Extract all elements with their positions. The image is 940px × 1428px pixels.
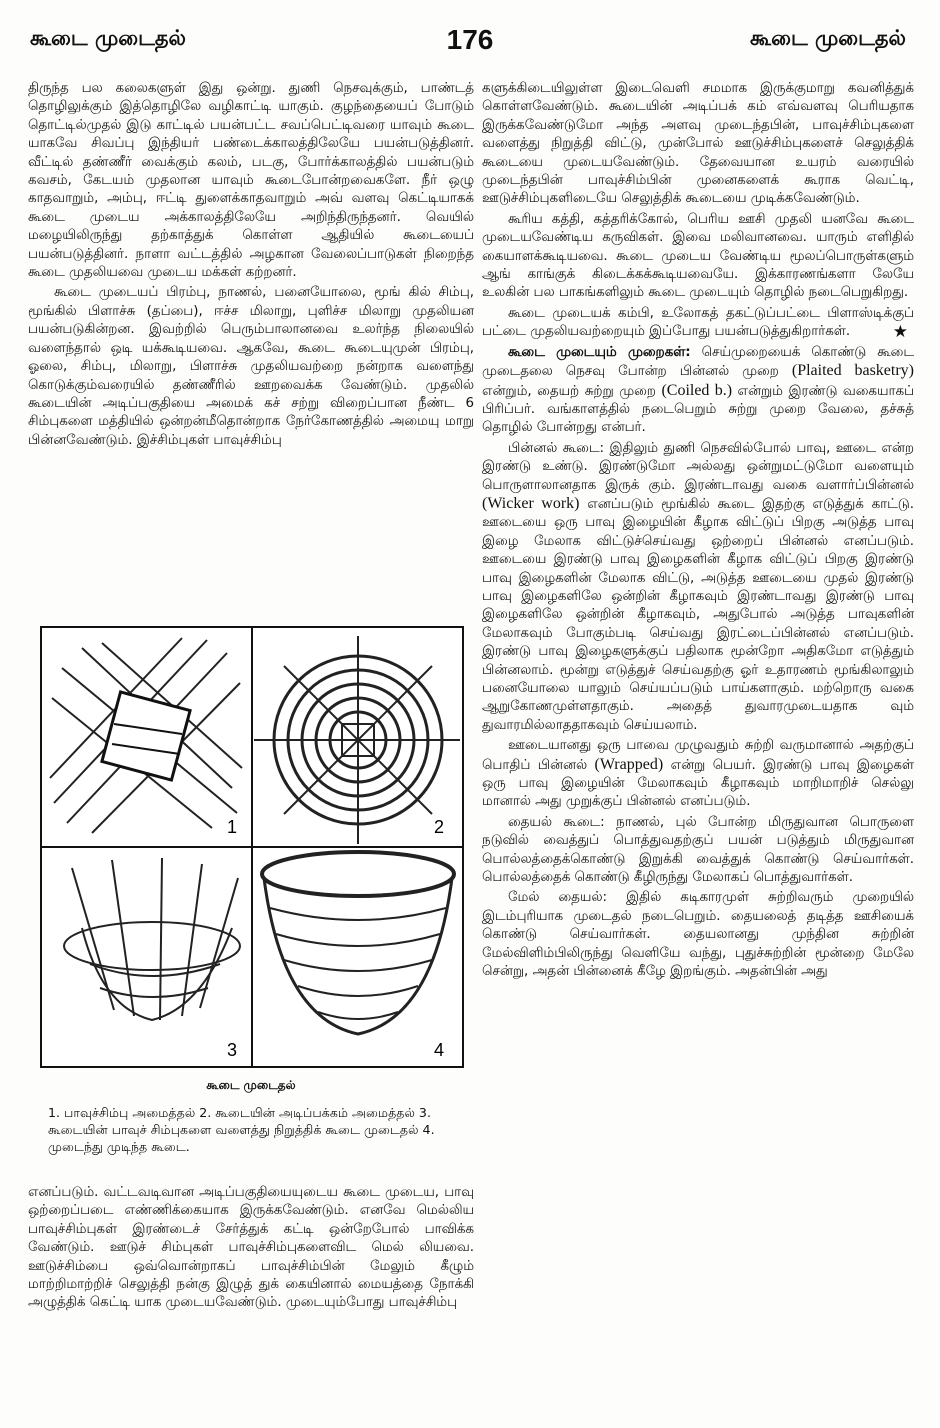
paragraph: [482, 305, 914, 342]
paragraph: [482, 344, 914, 438]
panel-label-4: 4: [434, 1040, 445, 1060]
left-column-bottom: [28, 1184, 474, 1315]
figure-illustration: [42, 628, 462, 1066]
latin-term: (Wicker work): [482, 494, 580, 512]
paragraph-text: பின்னல் கூடை: இதிலும் துணி நெசவில்போல் பாவு, ஊடை என்ற இரண்டு உண்டு. இரண்டுமோ அல்லது ஒன்றுமட்டுமோ வளையும் பொருளாலானதாக இருக் கும். இரண்டாவது வகை வளார்ப்பின்னல்: [482, 440, 914, 493]
section-heading: கூடை முடையும் முறைகள்:: [508, 344, 691, 360]
panel-2-base-illustration: [254, 636, 460, 844]
paragraph-text: என்றும், தையற் சுற்று முறை: [482, 383, 662, 399]
running-header-right: கூடை முடைதல்: [750, 26, 906, 50]
paragraph: தையல் கூடை: நாணல், புல் போன்ற மிருதுவான பொருளை நடுவில் வைத்துப் பொத்துவதற்குப் பயன் படுத்தும் மிருதுவான பொல்லத்தைக்கொண்டு இறுக்கி வைத்துக் கொண்டு செய்வார்கள். பொல்லத்தைக் கொண்டு கீழிருந்து மேலாகப் பொத்துவார்கள்.: [482, 814, 914, 886]
panel-label-2: 2: [434, 817, 445, 837]
left-column-top: [28, 80, 474, 452]
paragraph-text: என்றும் இரண்டு வகையாகப் பிரிப்பர். வங்காளத்தில் நடைபெறும் சுற்று முறை வேலை, தச்சுத் தொழில் போன்றது என்பர்.: [482, 383, 914, 436]
paragraph: திருந்த பல கலைகளுள் இது ஒன்று. துணி நெசவுக்கும், பாண்டத் தொழிலுக்கும் இத்தொழிலே வழிகாட்டி யாகும். குழந்தையைப் போடும் தொட்டில்முதல் இடு காட்டில் பயன்பட்ட சவப்பெட்டிவரை யாவும் கூடை யாகவே சிவப்பு இந்தியர் பண்டைக்காலத்திலேயே பயன்படுத்தினர். வீட்டில் தண்ணீர் வைக்கும் கலம், படகு, போர்க்காலத்தில் பயன்படும் கவசம், கேடயம் முதலான யாவும் கூடைபோன்றவைகளே. நீர் ஒழு காதவாறும், அம்பு, ஈட்டி துளைக்காதவாறும் அவ் வளவு கெட்டியாகக் கூடை முடைய அக்காலத்திலேயே அறிந்திருந்தனர். வெயில் மழையிலிருந்து தற்காத்துக் கொள்ள ஆதியில் கூடையைப் பயன்படுத்தினர். நாளா வட்டத்தில் அழகான வேலைப்பாடுகள் நிறைந்த கூடை முதலியவை முடைய மக்கள் கற்றனர்.: [28, 81, 474, 281]
panel-label-1: 1: [227, 817, 238, 837]
panel-label-3: 3: [227, 1040, 238, 1060]
paragraph: கூரிய கத்தி, கத்தரிக்கோல், பெரிய ஊசி முதலி யனவே கூடை முடையவேண்டிய கருவிகள். இவை மலிவானவை. யாரும் எளிதில் கையாளக்கூடியவை. கூடை முடைய வேண்டிய மூலப்பொருள்களும் ஆங் காங்குக் கிடைக்கக்கூடியவையே. இக்காரணங்களா லேயே உலகின் பல பாகங்களிலும் கூடை முடையும் தொழில் நடைபெறுகிறது.: [482, 211, 914, 301]
paragraph-text: கூடை முடையக் கம்பி, உலோகத் தகட்டுப்பட்டை பிளாஸ்டிக்குப் பட்டை முதலியவற்றையும் இப்போது பயன்படுத்துகிறார்கள்.: [482, 305, 914, 340]
panel-1-spokes-illustration: [50, 638, 242, 833]
paragraph: களுக்கிடையிலுள்ள இடைவெளி சமமாக இருக்குமாறு கவனித்துக் கொள்ளவேண்டும். கூடையின் அடிப்பக் கம் எவ்வளவு பெரியதாக இருக்கவேண்டுமோ அந்த அளவு முடைந்தபின், பாவுச்சிம்புகளை வளைத்து நிறுத்தி விட்டு, முன்போல் ஊடுச்சிம்புகளைச் செலுத்திக் கூடையை முடையவேண்டும். தேவையான உயரம் வரையில் முடைந்தபின் பாவுச்சிம்பின் முனைகளைக் கூராக வெட்டி, ஊடுச்சிம்புகளிடையே செலுத்திக் கூடையை முடிக்கவேண்டும்.: [482, 81, 914, 207]
section-end-star-icon: ★: [892, 322, 908, 343]
right-column: [482, 80, 914, 984]
latin-term: (Wrapped): [594, 755, 664, 773]
paragraph-text: எனப்படும் மூங்கில் கூடை இதற்கு எடுத்துக் காட்டு. ஊடையை ஒரு பாவு இழையின் கீழாக விட்டுப் பிறகு அடுத்த பாவு இழை மேலாக விட்டுச்செய்வது ஒற்றைப் பின்னல் எனப்படும். ஊடையை இரண்டு பாவு இழைகளின் கீழாக விட்டுப் பிறகு இரண்டு பாவு இழைகளின் மேலாக விட்டு, அடுத்த ஊடையை முதல் இரண்டு பாவு இழைகளிலே ஒன்றின் கீழாகவும் இரண்டாவது இரண்டு பாவு இழைகளிலே ஒன்றின் கீழாகவும், அதுபோல் அடுத்த பாவுகளின் மேலாகவும் போகும்படி செய்வது இரட்டைப்பின்னல் எனப்படும். இரண்டு பாவு இழைகளுக்குப் பதிலாக மூன்றோ அதிகமோ எடுத்தும் பின்னலாம். மூன்று எடுத்துச் செய்வதற்கு ஓர் உதாரணம் மூங்கிலாலும் பனையோலை யாலும் செய்யப்படும் பாய்களாகும். மற்றொரு வகை ஆறுகோணமுள்ளதாகும். அதைத் துவாரமுடையதாக வும் துவாரமில்லாததாகவும் செய்யலாம்.: [482, 496, 914, 733]
panel-3-upright-spokes-illustration: [64, 858, 240, 1020]
latin-term: (Plaited basketry): [791, 362, 914, 380]
panel-4-finished-basket-illustration: [262, 852, 454, 1034]
paragraph-text: ஊடையானது ஒரு பாவை முழுவதும் சுற்றி வருமானால் அதற்குப் பொதிப் பின்னல்: [482, 738, 914, 773]
figure-caption: 1. பாவுச்சிம்பு அமைத்தல் 2. கூடையின் அடிப்பக்கம் அமைத்தல் 3. கூடையின் பாவுச் சிம்புகளை வளைத்து நிறுத்திக் கூடை முடைதல் 4. முடைந்து முடிந்த கூடை.: [48, 1105, 435, 1154]
latin-term: (Coiled b.): [661, 381, 733, 399]
basket-weaving-figure: [40, 626, 464, 1068]
paragraph: [482, 737, 914, 812]
running-header-left: கூடை முடைதல்: [30, 26, 186, 50]
figure-title: கூடை முடைதல்: [206, 1078, 296, 1092]
paragraph: கூடை முடையப் பிரம்பு, நாணல், பனையோலை, மூங் கில் சிம்பு, மூங்கில் பிளாச்சு (தப்பை), ஈச்ச மிலாறு, புளிச்ச மிலாறு முதலியன பயன்படுகின்றன. இவற்றில் பெரும்பாலானவை உலர்ந்த நிலையில் வளைந்தால் ஒடி யக்கூடியவை. ஆகவே, கூடை கூடையுமுன் பிரம்பு, ஓலை, சிம்பு, மிலாறு, பிளாச்சு முதலியவற்றை நன்றாக வளைந்து கொடுக்கும்வரையில் தண்ணீரில் ஊறவைக்க வேண்டும். முதலில் கூடையின் அடிப்பகுதியை அமைக் கச் சற்று விறைப்பான நீண்ட 6 சிம்புகளை மத்தியில் ஒன்றன்மீதொன்றாக நேர்கோணத்தில் அமையு மாறு பின்னவேண்டும். இச்சிம்புகள் பாவுச்சிம்பு: [28, 285, 474, 448]
page-number: 176: [446, 24, 494, 55]
paragraph: எனப்படும். வட்டவடிவான அடிப்பகுதியையுடைய கூடை முடைய, பாவு ஒற்றைப்படை எண்ணிக்கையாக இருக்கவேண்டும். எனவே மெல்லிய பாவுச்சிம்புகள் இரண்டைச் சேர்த்துக் கட்டி ஒன்றேபோல் பாவிக்க வேண்டும். ஊடுச் சிம்புகள் பாவுச்சிம்புகளைவிட மெல் லியவை. ஊடுச்சிம்பை ஒவ்வொன்றாகப் பாவுச்சிம்பின் மேலும் கீழும் மாற்றிமாற்றிச் செலுத்தி நன்கு இழுத் துக் கையினால் மையத்தை நோக்கி அழுத்திக் கெட்டி யாக முடையவேண்டும். முடையும்போது பாவுச்சிம்பு: [28, 1185, 474, 1311]
paragraph-text: என்று பெயர். இரண்டு பாவு இழைகள் ஒரு பாவு இழையின் மேலாகவும் கீழாகவும் மாறிமாறிச் செல்லு மானால் அது முறுக்குப் பின்னல் எனப்படும்.: [482, 757, 914, 810]
paragraph-text: செய்முறையைக் கொண்டு கூடை முடைதலை நெசவு போன்ற பின்னல் முறை: [482, 344, 914, 380]
paragraph: மேல் தையல்: இதில் கடிகாரமுள் சுற்றிவரும் முறையில் இடம்புரியாக முடைதல் நடைபெறும். தையலைத் தடித்த ஊசியைக் கொண்டு செய்வார்கள். தையலானது முந்தின சுற்றின் மேல்விளிம்பிலிருந்து வெளியே வந்து, புதுச்சுற்றின் மூன்றை மேலே சென்று, அதன் பின்னைக் கீழே இறங்கும். அதன்பின் அது: [482, 890, 914, 980]
paragraph: [482, 440, 914, 736]
